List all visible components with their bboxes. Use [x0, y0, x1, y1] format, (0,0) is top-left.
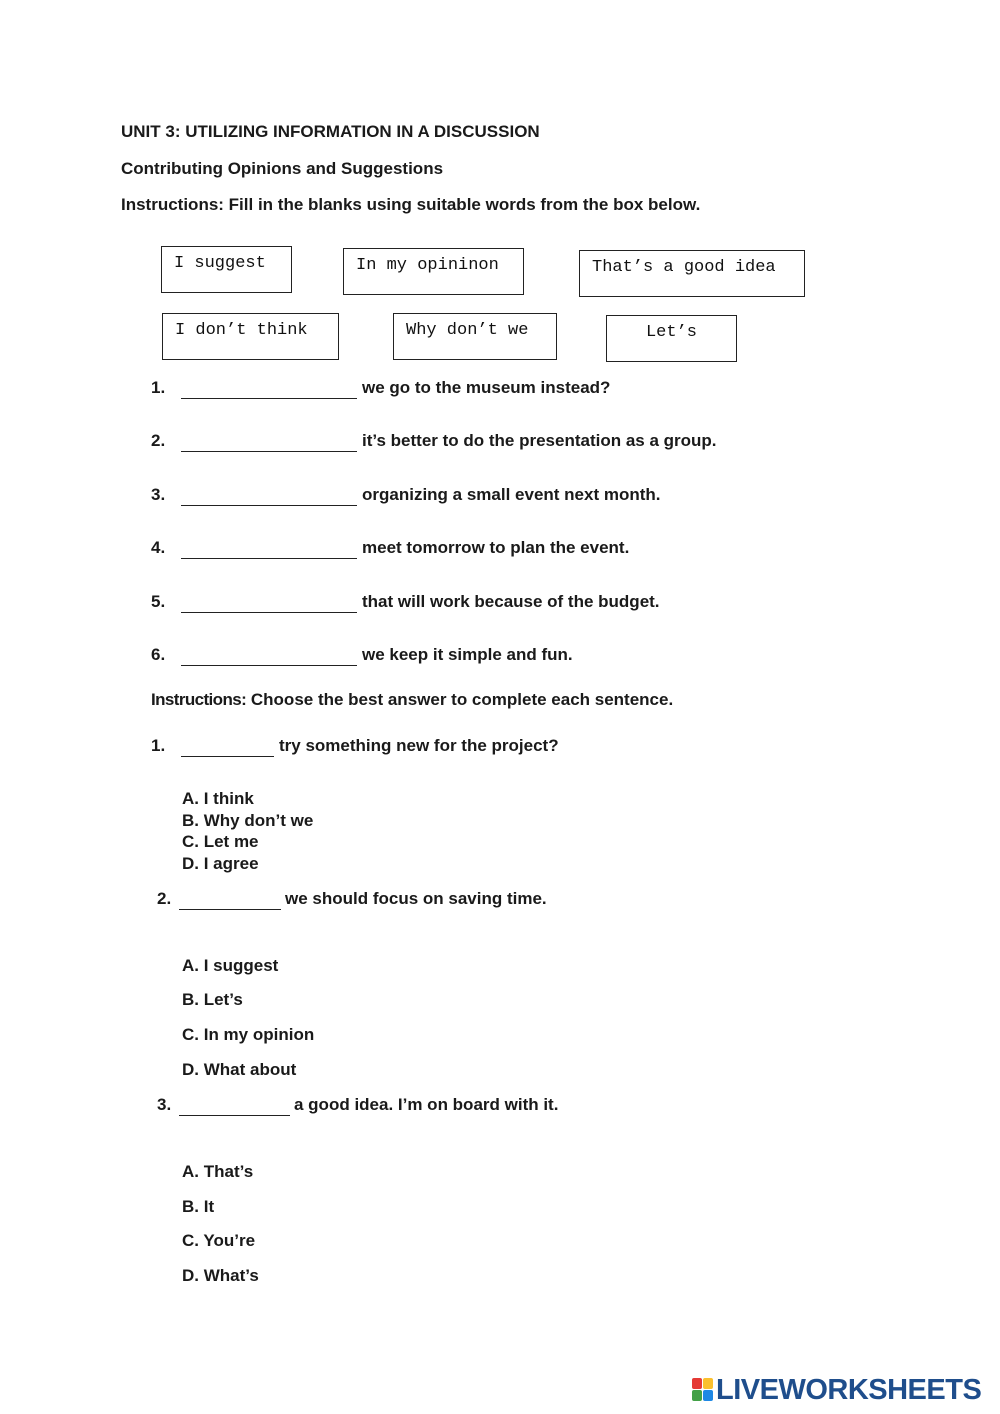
question-text: organizing a small event next month. — [362, 485, 661, 504]
word-box-lets: Let’s — [606, 315, 737, 362]
mc-instructions-label: Instructions: — [151, 690, 247, 709]
logo-wordmark: LIVEWORKSHEETS — [716, 1374, 982, 1406]
section-subtitle: Contributing Opinions and Suggestions — [121, 159, 444, 178]
question-text: meet tomorrow to plan the event. — [362, 538, 630, 557]
word-box-why-dont-we: Why don’t we — [393, 313, 557, 360]
question-number: 5. — [151, 592, 166, 611]
answer-blank[interactable] — [181, 645, 357, 666]
answer-option[interactable]: D. I agree — [182, 854, 259, 873]
answer-option[interactable]: A. That’s — [182, 1162, 254, 1181]
question-number: 1. — [151, 736, 166, 755]
question-number: 4. — [151, 538, 166, 557]
answer-option[interactable]: D. What about — [182, 1060, 297, 1079]
question-number: 3. — [151, 485, 166, 504]
question-number: 2. — [157, 889, 172, 908]
question-text: a good idea. I’m on board with it. — [294, 1095, 559, 1114]
answer-option[interactable]: C. You’re — [182, 1231, 256, 1250]
question-text: it’s better to do the presentation as a group. — [362, 431, 717, 450]
mc-instructions — [151, 690, 673, 710]
question-text: that will work because of the budget. — [362, 592, 660, 611]
question-number: 2. — [151, 431, 166, 450]
liveworksheets-logo — [692, 1374, 992, 1406]
answer-blank[interactable] — [181, 592, 357, 613]
answer-option[interactable]: B. It — [182, 1197, 215, 1216]
word-box-in-my-opinion: In my opininon — [343, 248, 524, 295]
word-box-i-dont-think: I don’t think — [162, 313, 339, 360]
mc-instructions-text: Choose the best answer to complete each sentence. — [250, 690, 674, 709]
answer-option[interactable]: A. I think — [182, 789, 254, 808]
answer-option[interactable]: B. Let’s — [182, 990, 243, 1009]
answer-blank[interactable] — [179, 1095, 290, 1116]
question-text: we keep it simple and fun. — [362, 645, 573, 664]
answer-option[interactable]: B. Why don’t we — [182, 811, 314, 830]
question-number: 6. — [151, 645, 166, 664]
answer-option[interactable]: A. I suggest — [182, 956, 279, 975]
answer-blank[interactable] — [181, 538, 357, 559]
unit-title: UNIT 3: UTILIZING INFORMATION IN A DISCUSSION — [121, 122, 540, 141]
fill-instructions: Instructions: Fill in the blanks using suitable words from the box below. — [121, 195, 701, 214]
question-number: 3. — [157, 1095, 172, 1114]
question-number: 1. — [151, 378, 166, 397]
question-text: we should focus on saving time. — [285, 889, 547, 908]
question-text: we go to the museum instead? — [362, 378, 611, 397]
logo-mark-icon — [692, 1378, 714, 1402]
answer-option[interactable]: C. Let me — [182, 832, 259, 851]
word-box-i-suggest: I suggest — [161, 246, 292, 293]
answer-option[interactable]: D. What’s — [182, 1266, 259, 1285]
answer-blank[interactable] — [181, 431, 357, 452]
answer-blank[interactable] — [181, 736, 274, 757]
answer-blank[interactable] — [179, 889, 281, 910]
answer-blank[interactable] — [181, 378, 357, 399]
question-text: try something new for the project? — [279, 736, 559, 755]
word-box-thats-a-good-idea: That’s a good idea — [579, 250, 805, 297]
answer-option[interactable]: C. In my opinion — [182, 1025, 315, 1044]
answer-blank[interactable] — [181, 485, 357, 506]
